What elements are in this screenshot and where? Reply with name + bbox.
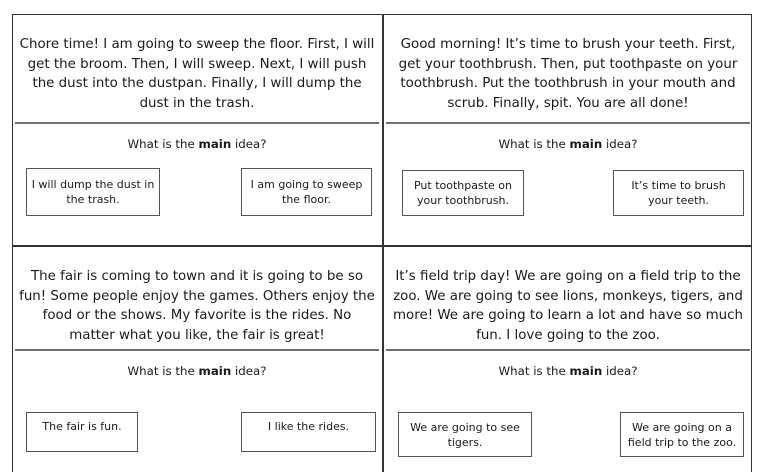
- answer-option-b[interactable]: It’s time to brush your teeth.: [613, 170, 744, 216]
- answer-option-b[interactable]: We are going on a field trip to the zoo.: [620, 412, 744, 457]
- answer-option-a[interactable]: We are going to see tigers.: [398, 412, 532, 457]
- task-card-chores: [13, 15, 381, 244]
- passage-text: It’s field trip day! We are going on a field trip to the zoo. We are going to see lions, monkeys, tigers, and more! We are going to learn a lot and have so much fun. I love going to the zoo.: [393, 269, 743, 343]
- worksheet: [12, 14, 752, 472]
- task-card-field-trip: [384, 247, 752, 473]
- task-card-fair: [13, 247, 381, 473]
- answer-option-a[interactable]: Put toothpaste on your toothbrush.: [402, 170, 524, 216]
- question-text: What is the main idea?: [127, 137, 267, 151]
- card-divider: [386, 122, 750, 124]
- passage-text: Chore time! I am going to sweep the floor. First, I will get the broom. Then, I will sweep. Next, I will push the dust into the dustpan. Finally, I will dump the dust in the trash.: [19, 37, 375, 111]
- question-text: What is the main idea?: [127, 364, 267, 378]
- answer-option-b[interactable]: I like the rides.: [241, 412, 376, 452]
- question-text: What is the main idea?: [498, 137, 638, 151]
- question-text: What is the main idea?: [498, 364, 638, 378]
- card-divider: [15, 349, 379, 351]
- answer-option-a[interactable]: The fair is fun.: [26, 412, 138, 452]
- answer-option-a[interactable]: I will dump the dust in the trash.: [26, 168, 160, 216]
- passage-text: The fair is coming to town and it is going to be so fun! Some people enjoy the games. Others enjoy the food or the shows. My favorite is the rides. No matter what you like, the fair is great!: [19, 269, 375, 343]
- task-card-teeth: [384, 15, 752, 244]
- passage-text: Good morning! It’s time to brush your teeth. First, get your toothbrush. Then, put toothpaste on your toothbrush. Put the toothbrush in your mouth and scrub. Finally, spit. You are all done!: [398, 37, 738, 111]
- card-divider: [15, 122, 379, 124]
- card-divider: [386, 349, 750, 351]
- answer-option-b[interactable]: I am going to sweep the floor.: [241, 168, 372, 216]
